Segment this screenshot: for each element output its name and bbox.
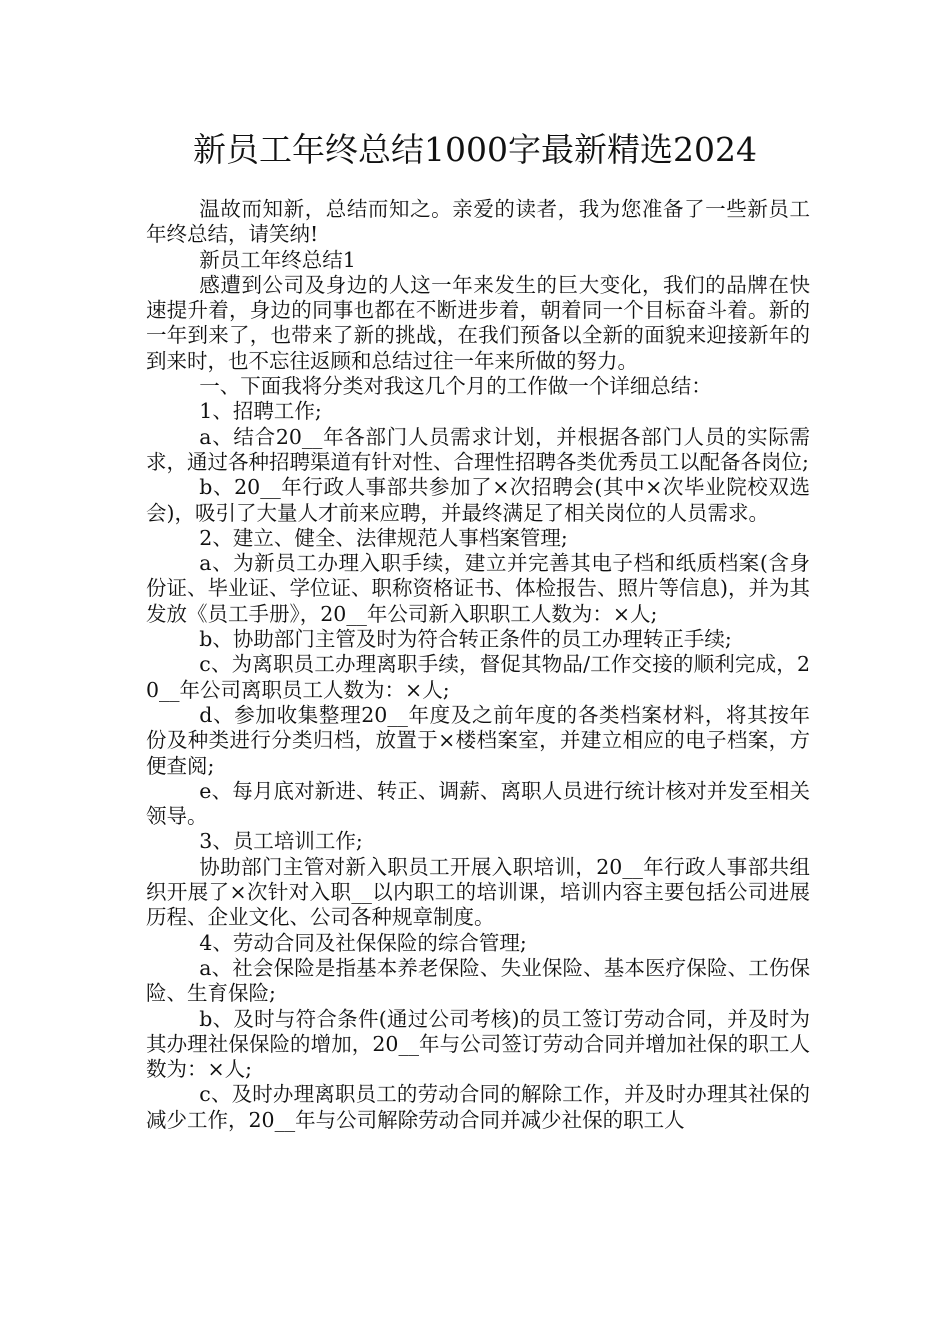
paragraph-item-4b: b、及时与符合条件(通过公司考核)的员工签订劳动合同，并及时为其办理社保保险的增加，20__年与公司签订劳动合同并增加社保的职工人数为：×人;: [146, 1006, 810, 1082]
paragraph-item-2: 2、建立、健全、法律规范人事档案管理;: [199, 525, 568, 550]
paragraph-intro: 温故而知新，总结而知之。亲爱的读者，我为您准备了一些新员工年终总结，请笑纳!: [146, 197, 810, 247]
paragraph-item-4c: c、及时办理离职员工的劳动合同的解除工作，并及时办理其社保的减少工作，20__年与公司解除劳动合同并减少社保的职工人: [146, 1082, 810, 1132]
paragraph-item-1a: a、结合20__年各部门人员需求计划，并根据各部门人员的实际需求，通过各种招聘渠道有针对性、合理性招聘各类优秀员工以配备各岗位;: [146, 424, 810, 474]
paragraph-section-heading: 一、下面我将分类对我这几个月的工作做一个详细总结：: [199, 374, 712, 399]
paragraph-opening: 感遭到公司及身边的人这一年来发生的巨大变化，我们的品牌在快速提升着，身边的同事也都在不断进步着，朝着同一个目标奋斗着。新的一年到来了，也带来了新的挑战，在我们预备以全新的面貌来迎接新年的到来时，也不忘往返顾和总结过往一年来所做的努力。: [146, 272, 810, 373]
paragraph-item-2b: b、协助部门主管及时为符合转正条件的员工办理转正手续;: [199, 627, 732, 652]
paragraph-item-3-body: 协助部门主管对新入职员工开展入职培训，20__年行政人事部共组织开展了×次针对入职__以内职工的培训课，培训内容主要包括公司进展历程、企业文化、公司各种规章制度。: [146, 854, 810, 930]
paragraph-item-2c: c、为离职员工办理离职手续，督促其物品/工作交接的顺利完成，20__年公司离职员工人数为：×人;: [146, 652, 810, 702]
paragraph-item-4: 4、劳动合同及社保保险的综合管理;: [199, 930, 527, 955]
document-title: 新员工年终总结1000字最新精选2024: [193, 130, 757, 169]
paragraph-item-2a: a、为新员工办理入职手续，建立并完善其电子档和纸质档案(含身份证、毕业证、学位证、职称资格证书、体检报告、照片等信息)，并为其发放《员工手册》，20__年公司新入职职工人数为：×人;: [146, 551, 810, 626]
paragraph-item-4a: a、社会保险是指基本养老保险、失业保险、基本医疗保险、工伤保险、生育保险;: [146, 955, 810, 1006]
document-body: [146, 197, 810, 1133]
paragraph-item-1b: b、20__年行政人事部共参加了×次招聘会(其中×次毕业院校双选会)，吸引了大量人才前来应聘，并最终满足了相关岗位的人员需求。: [146, 475, 810, 525]
paragraph-item-2e: e、每月底对新进、转正、调薪、离职人员进行统计核对并发至相关领导。: [146, 778, 810, 829]
paragraph-item-3: 3、员工培训工作;: [199, 829, 363, 854]
paragraph-subtitle: 新员工年终总结1: [199, 247, 356, 272]
paragraph-item-1: 1、招聘工作;: [199, 399, 322, 424]
paragraph-item-2d: d、参加收集整理20__年度及之前年度的各类档案材料，将其按年份及种类进行分类归档，放置于×楼档案室，并建立相应的电子档案，方便查阅;: [146, 702, 810, 778]
